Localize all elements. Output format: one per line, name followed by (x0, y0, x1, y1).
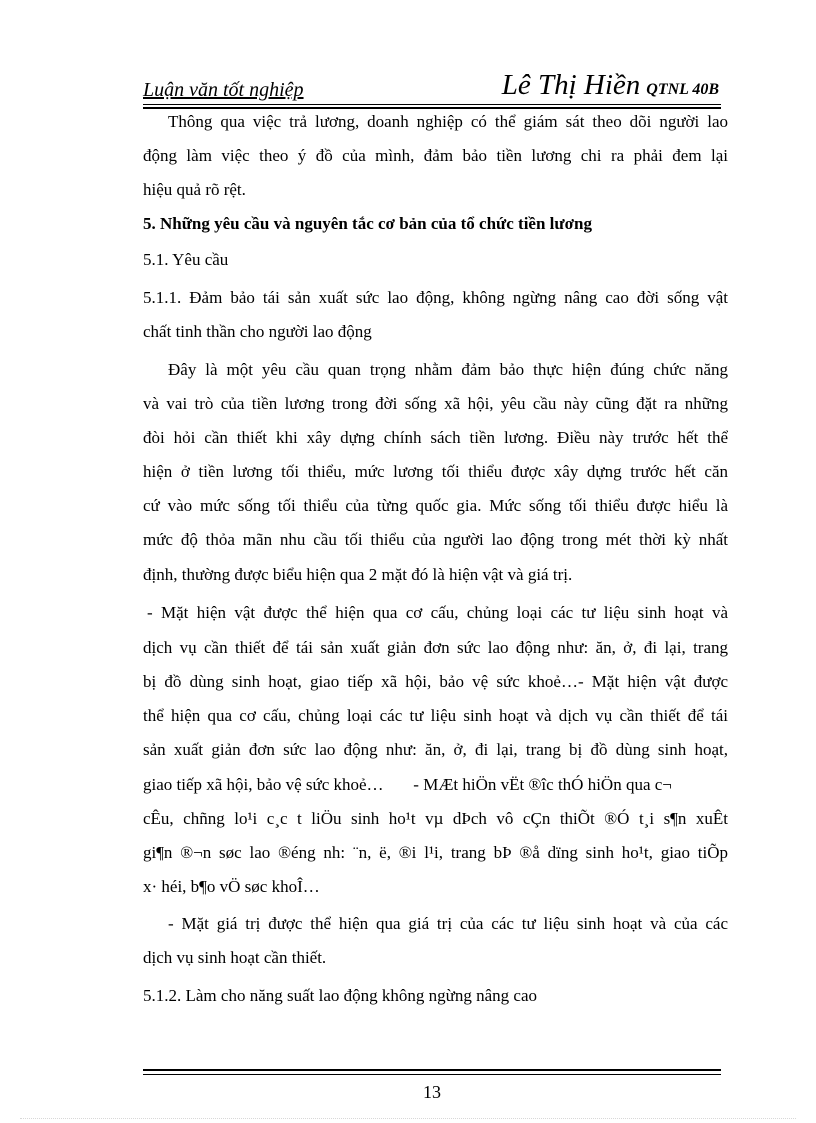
body-line: sản xuất giản đơn sức lao động như: ăn, ở, đi lại, trang bị đồ dùng sinh hoạt, (143, 740, 728, 759)
page-header (143, 69, 719, 104)
body-line: gi¶n ®¬n søc lao ®éng nh: ¨n, ë, ®i l¹i, trang bÞ ®å dïng sinh ho¹t, giao tiÕp (143, 843, 728, 862)
body-line: mức độ thỏa mãn nhu cầu tối thiểu của người lao động trong mét thời kỳ nhất (143, 530, 728, 549)
page-number: 13 (423, 1082, 441, 1102)
body-line: - Mặt giá trị được thể hiện qua giá trị của các tư liệu sinh hoạt và của các (168, 914, 728, 933)
header-rule-thick (143, 107, 721, 109)
body-line: hiện ở tiền lương tối thiểu, mức lương tối thiểu được xây dựng trước hết căn (143, 462, 728, 481)
subsubsection-heading-cont: chất tinh thần cho người lao động (143, 322, 372, 341)
header-rule-thin (143, 104, 721, 105)
body-line: Đây là một yêu cầu quan trọng nhằm đảm bảo thực hiện đúng chức năng (168, 360, 728, 379)
body-line: hiệu quả rõ rệt. (143, 180, 246, 199)
body-line: động làm việc theo ý đồ của mình, đảm bảo tiền lương chi ra phải đem lại (143, 146, 728, 165)
body-line: dịch vụ cần thiết để tái sản xuất giản đơn sức lao động như: ăn, ở, đi lại, trang (143, 638, 728, 657)
header-author-name: Lê Thị Hiền (501, 69, 641, 101)
body-line: x· héi, b¶o vÖ søc khoÎ… (143, 877, 320, 896)
body-line: Thông qua việc trả lương, doanh nghiệp có thể giám sát theo dõi người lao (168, 112, 728, 131)
footer-rule-thick (143, 1069, 721, 1071)
body-line: giao tiếp xã hội, bảo vệ sức khoẻ… - MÆt hiÖn vËt ®îc thÓ hiÖn qua c¬ (143, 775, 672, 794)
page-edge-divider (20, 1118, 796, 1119)
body-line: thể hiện qua cơ cấu, chủng loại các tư liệu sinh hoạt và dịch vụ cần thiết để tái (143, 706, 728, 725)
body-line: cứ vào mức sống tối thiểu của từng quốc gia. Mức sống tối thiểu được hiểu là (143, 496, 728, 515)
body-line: cÊu, chñng lo¹i c¸c t liÖu sinh ho¹t vµ dÞch vô cÇn thiÕt ®Ó t¸i s¶n xuÊt (143, 809, 728, 828)
subsection-heading: 5.1. Yêu cầu (143, 250, 229, 269)
subsubsection-heading: 5.1.2. Làm cho năng suất lao động không ngừng nâng cao (143, 986, 537, 1005)
body-line: đòi hỏi cần thiết khi xây dựng chính sách tiền lương. Điều này trước hết thể (143, 428, 728, 447)
body-line: bị đồ dùng sinh hoạt, giao tiếp xã hội, bảo vệ sức khoẻ…- Mặt hiện vật được (143, 672, 728, 691)
section-heading: 5. Những yêu cầu và nguyên tắc cơ bản của tổ chức tiền lương (143, 214, 592, 233)
body-line: và vai trò của tiền lương trong đời sống xã hội, yêu cầu này cũng đặt ra những (143, 394, 728, 413)
subsubsection-heading: 5.1.1. Đảm bảo tái sản xuất sức lao động, không ngừng nâng cao đời sống vật (143, 288, 728, 307)
body-line: dịch vụ sinh hoạt cần thiết. (143, 948, 327, 967)
header-class-code: QTNL 40B (646, 81, 719, 98)
body-line: - Mặt hiện vật được thể hiện qua cơ cấu, chủng loại các tư liệu sinh hoạt và (147, 603, 728, 622)
body-line: định, thường được biểu hiện qua 2 mặt đó là hiện vật và giá trị. (143, 565, 573, 584)
header-author (502, 69, 719, 102)
header-title: Luận văn tốt nghiệp (143, 79, 304, 101)
footer-rule-thin (143, 1074, 721, 1075)
